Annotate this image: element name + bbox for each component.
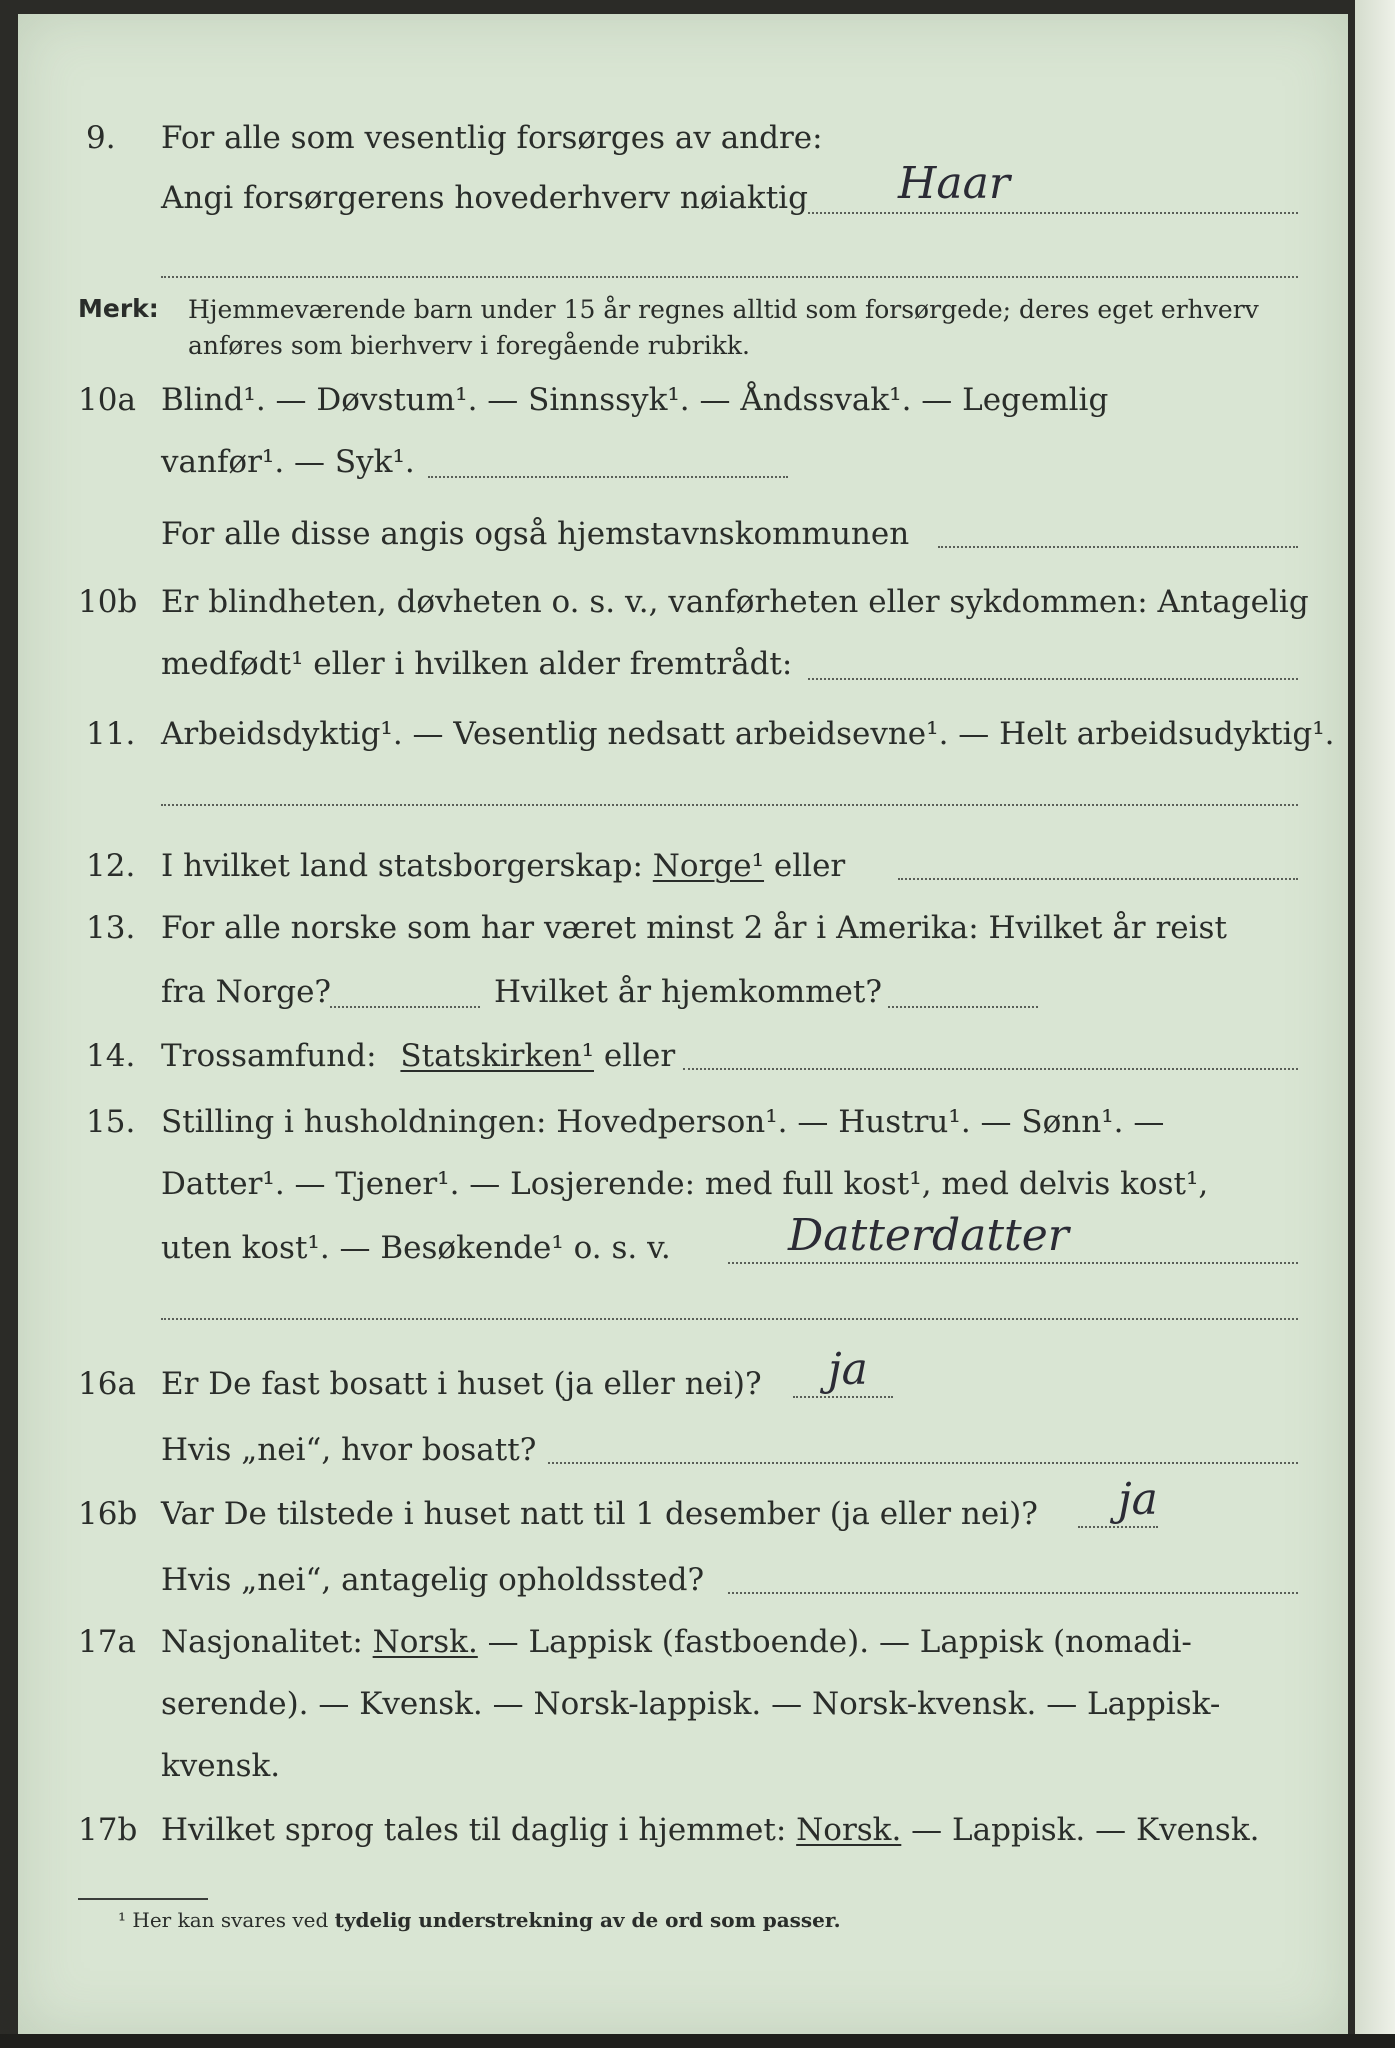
footnote-rule [78,1898,208,1900]
q9-line1: For alle som vesentlig forsørges av andre: [161,120,823,156]
q13-line2a: fra Norge? [161,974,332,1010]
q16a-answer-line [793,1396,893,1398]
q17a-rest: — Lappisk (fastboende). — Lappisk (nomadi- [487,1624,1192,1660]
q10a-line1: Blind¹. — Døvstum¹. — Sinnssyk¹. — Åndssvak¹. — Legemlig [161,382,1109,418]
q11-line1: Arbeidsdyktig¹. — Vesentlig nedsatt arbeidsevne¹. — Helt arbeidsudyktig¹. [161,716,1335,752]
q16b-answer: ja [1118,1474,1158,1525]
q16a-line1: Er De fast bosatt i huset (ja eller nei)? [161,1366,762,1402]
q14-answer-line [683,1068,1298,1070]
q17a-pre: Nasjonalitet: [161,1624,363,1660]
q16b-number: 16b [78,1496,138,1532]
q17b-post: — Lappisk. — Kvensk. [911,1812,1260,1848]
q12-underlined: Norge¹ [652,848,765,884]
q16a-bosatt-line [548,1462,1298,1464]
q10b-line2: medfødt¹ eller i hvilken alder fremtrådt: [161,646,793,682]
q9-answer: Haar [898,158,1010,209]
q9-extra-line [161,276,1298,278]
q15-line1: Stilling i husholdningen: Hovedperson¹. — Hustru¹. — Sønn¹. — [161,1104,1165,1140]
q13-line1: For alle norske som har været minst 2 år i Amerika: Hvilket år reist [161,910,1227,946]
q14-line [161,1036,675,1076]
q12-answer-line [898,878,1298,880]
q15-extra-line [161,1318,1298,1320]
q13-number: 13. [86,910,136,946]
q16b-answer-line [1078,1526,1158,1528]
q16b-line1: Var De tilstede i huset natt til 1 desember (ja eller nei)? [161,1496,1038,1532]
q10a-syk-line [428,476,788,478]
q17b-underlined: Norsk. [796,1812,902,1848]
q15-number: 15. [86,1104,136,1140]
q14-number: 14. [86,1038,136,1074]
q10b-number: 10b [78,584,138,620]
q17a-underlined: Norsk. [372,1624,478,1660]
footnote-pre: Her kan svares ved [132,1908,329,1932]
q12-number: 12. [86,848,136,884]
merk-line1: Hjemmeværende barn under 15 år regnes alltid som forsørgede; deres eget erhverv [188,295,1259,324]
q13-hjemkommet-line [888,1006,1038,1008]
q14-pre: Trossamfund: [161,1038,377,1074]
q16a-line2: Hvis „nei“, hvor bosatt? [161,1432,537,1468]
scan-border [0,2034,1395,2048]
q17a-line1 [161,1622,1192,1662]
q17b-line [161,1810,1259,1850]
q10a-line2: vanfør¹. — Syk¹. [161,444,415,480]
q16a-number: 16a [78,1366,136,1402]
merk-line2: anføres som bierhverv i foregående rubrikk. [188,331,750,360]
q13-line2b: Hvilket år hjemkommet? [494,974,882,1010]
form-page [18,14,1348,2034]
q17a-line3: kvensk. [161,1748,281,1784]
q10a-number: 10a [78,382,136,418]
footnote-bold: tydelig understrekning av de ord som passer. [334,1908,841,1932]
q15-answer-line [728,1262,1298,1264]
page-edge [1355,0,1395,2048]
q17a-number: 17a [78,1624,136,1660]
q17b-pre: Hvilket sprog tales til daglig i hjemmet: [161,1812,787,1848]
q14-underlined: Statskirken¹ [400,1038,594,1074]
q14-post: eller [603,1038,676,1074]
q15-answer: Datterdatter [788,1210,1069,1261]
q15-line3: uten kost¹. — Besøkende¹ o. s. v. [161,1230,671,1266]
q16a-answer: ja [828,1344,868,1395]
q9-line2: Angi forsørgerens hovederhverv nøiaktig [161,180,808,216]
q9-answer-line [808,212,1298,214]
q12-pre: I hvilket land statsborgerskap: [161,848,643,884]
q11-number: 11. [86,716,136,752]
q15-line2: Datter¹. — Tjener¹. — Losjerende: med full kost¹, med delvis kost¹, [161,1166,1209,1202]
q10a-line3: For alle disse angis også hjemstavnskommunen [161,516,910,552]
q12-post: eller [773,848,846,884]
q17b-number: 17b [78,1812,138,1848]
q10b-answer-line [808,678,1298,680]
q10a-kommune-line [938,546,1298,548]
q11-answer-line [161,804,1298,806]
merk-label: Merk: [78,294,159,323]
footnote-mark: ¹ [118,1908,127,1932]
q12-line [161,846,845,886]
q9-number: 9. [86,120,116,156]
q17a-line2: serende). — Kvensk. — Norsk-lappisk. — Norsk-kvensk. — Lappisk- [161,1686,1221,1722]
footnote [118,1908,841,1932]
q16b-line2: Hvis „nei“, antagelig opholdssted? [161,1562,705,1598]
q16b-sted-line [728,1592,1298,1594]
q10b-line1: Er blindheten, døvheten o. s. v., vanførheten eller sykdommen: Antagelig [161,584,1309,620]
q13-reist-line [330,1006,480,1008]
